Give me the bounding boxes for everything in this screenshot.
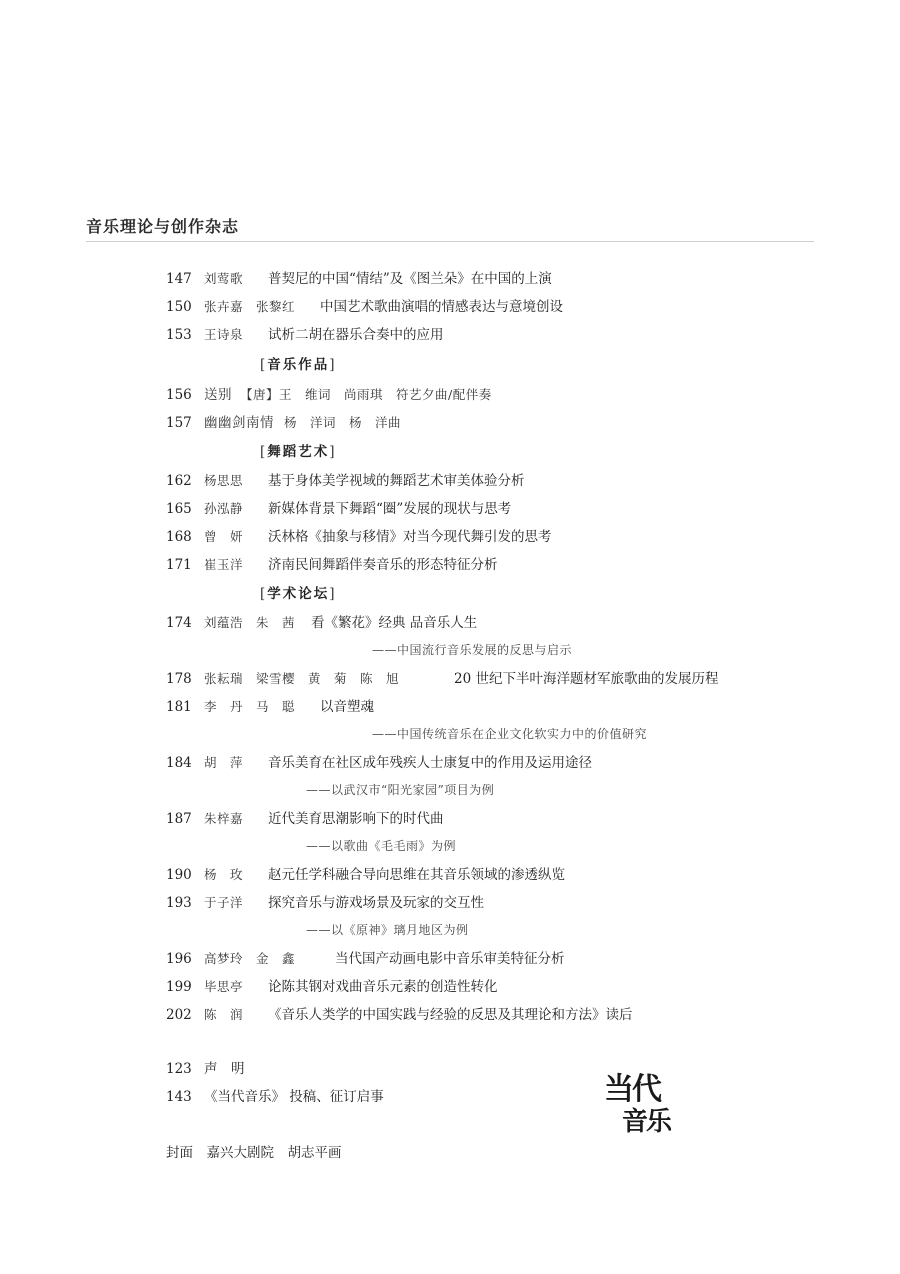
- article-subtitle: ——中国流行音乐发展的反思与启示: [372, 643, 573, 657]
- article-title: 赵元任学科融合导向思维在其音乐领域的渗透纵览: [268, 867, 565, 883]
- page-number: 165: [166, 501, 192, 517]
- page-number: 181: [166, 699, 192, 715]
- page-number: 193: [166, 895, 192, 911]
- toc-entry: [166, 612, 477, 634]
- page-number: 153: [166, 327, 192, 343]
- page-number: 196: [166, 951, 192, 967]
- article-title: 音乐美育在社区成年残疾人士康复中的作用及运用途径: [268, 755, 592, 771]
- toc-entry: [166, 470, 525, 492]
- article-title: 探究音乐与游戏场景及玩家的交互性: [268, 895, 484, 911]
- section-heading-dance: [舞蹈艺术]: [260, 444, 337, 460]
- page-number: 199: [166, 979, 192, 995]
- notice-text: 声 明: [204, 1061, 245, 1077]
- journal-title: 音乐理论与创作杂志: [86, 217, 240, 236]
- toc-entry: [166, 864, 565, 886]
- page-number: 178: [166, 671, 192, 687]
- page-number: 157: [166, 415, 192, 431]
- article-title: 当代国产动画电影中音乐审美特征分析: [335, 951, 565, 967]
- toc-entry: [166, 948, 565, 970]
- toc-entry: [166, 384, 492, 406]
- page-number: 190: [166, 867, 192, 883]
- work-title: 幽幽剑南情: [204, 415, 274, 431]
- author: 曾 妍: [204, 529, 244, 544]
- author: 朱梓嘉: [204, 811, 244, 826]
- author: 张耘瑞 梁雪樱 黄 菊 陈 旭: [204, 671, 400, 686]
- page-number: 147: [166, 271, 192, 287]
- notice-text: 《当代音乐》 投稿、征订启事: [204, 1089, 384, 1105]
- toc-entry: [166, 268, 552, 290]
- article-title: 沃林格《抽象与移情》对当今现代舞引发的思考: [268, 529, 552, 545]
- article-title: 基于身体美学视域的舞蹈艺术审美体验分析: [268, 473, 525, 489]
- article-title: 新媒体背景下舞蹈“圈”发展的现状与思考: [268, 501, 512, 517]
- author: 于子洋: [204, 895, 244, 910]
- author: 刘莺歌: [204, 271, 244, 286]
- author: 崔玉洋: [204, 557, 244, 572]
- author: 杨 玫: [204, 867, 244, 882]
- toc-entry: [166, 554, 498, 576]
- toc-entry: [166, 324, 444, 346]
- notice-entry: [166, 1086, 384, 1108]
- author: 杨思思: [204, 473, 244, 488]
- article-title: 《音乐人类学的中国实践与经验的反思及其理论和方法》读后: [268, 1007, 633, 1023]
- toc-entry: [166, 526, 552, 548]
- page-number: 184: [166, 755, 192, 771]
- author: 胡 萍: [204, 755, 244, 770]
- article-title: 中国艺术歌曲演唱的情感表达与意境创设: [320, 299, 563, 315]
- page-number: 162: [166, 473, 192, 489]
- page-number: 202: [166, 1007, 192, 1023]
- toc-entry: [166, 808, 444, 830]
- toc-entry: [166, 892, 484, 914]
- article-title: 论陈其钢对戏曲音乐元素的创造性转化: [268, 979, 498, 995]
- article-title: 济南民间舞蹈伴奏音乐的形态特征分析: [268, 557, 498, 573]
- page-number: 150: [166, 299, 192, 315]
- section-heading-works: [音乐作品]: [260, 357, 337, 373]
- article-title: 近代美育思潮影响下的时代曲: [268, 811, 444, 827]
- author: 陈 润: [204, 1007, 244, 1022]
- credits: 【唐】王 维词 尚雨琪 符艺夕曲/配伴奏: [240, 387, 492, 402]
- toc-entry: [166, 696, 374, 718]
- magazine-logo: 当代 音乐: [604, 1072, 671, 1137]
- page-number: 143: [166, 1089, 192, 1105]
- section-heading-forum: [学术论坛]: [260, 586, 337, 602]
- article-title: 20 世纪下半叶海洋题材军旅歌曲的发展历程: [454, 671, 719, 687]
- author: 李 丹 马 聪: [204, 699, 296, 714]
- article-title: 普契尼的中国“情结”及《图兰朵》在中国的上演: [268, 271, 552, 287]
- toc-entry: [166, 1004, 633, 1026]
- author: 毕思亭: [204, 979, 244, 994]
- header-divider: [86, 241, 814, 242]
- cover-credit: 封面 嘉兴大剧院 胡志平画: [166, 1145, 342, 1161]
- author: 孙泓静: [204, 501, 244, 516]
- toc-entry: [166, 296, 563, 318]
- author: 张卉嘉 张黎红: [204, 299, 296, 314]
- page-number: 156: [166, 387, 192, 403]
- article-subtitle: ——以《原神》璃月地区为例: [306, 923, 469, 937]
- article-title: 看《繁花》经典 品音乐人生: [311, 615, 478, 631]
- page-number: 168: [166, 529, 192, 545]
- article-subtitle: ——中国传统音乐在企业文化软实力中的价值研究: [372, 727, 648, 741]
- toc-entry: [166, 976, 498, 998]
- page-number: 174: [166, 615, 192, 631]
- page-number: 171: [166, 557, 192, 573]
- toc-entry: [166, 498, 511, 520]
- credits: 杨 洋词 杨 洋曲: [284, 415, 402, 430]
- author: 刘蕴浩 朱 茜: [204, 615, 296, 630]
- toc-entry: [166, 412, 401, 434]
- article-title: 以音塑魂: [320, 699, 374, 715]
- author: 高梦玲 金 鑫: [204, 951, 296, 966]
- work-title: 送别: [204, 387, 232, 403]
- notice-entry: [166, 1058, 245, 1080]
- page-number: 123: [166, 1061, 192, 1077]
- toc-entry: [166, 752, 592, 774]
- article-subtitle: ——以歌曲《毛毛雨》为例: [306, 839, 457, 853]
- article-title: 试析二胡在器乐合奏中的应用: [268, 327, 444, 343]
- author: 王诗泉: [204, 327, 244, 342]
- toc-entry: [166, 668, 718, 690]
- article-subtitle: ——以武汉市“阳光家园”项目为例: [306, 783, 495, 797]
- page-number: 187: [166, 811, 192, 827]
